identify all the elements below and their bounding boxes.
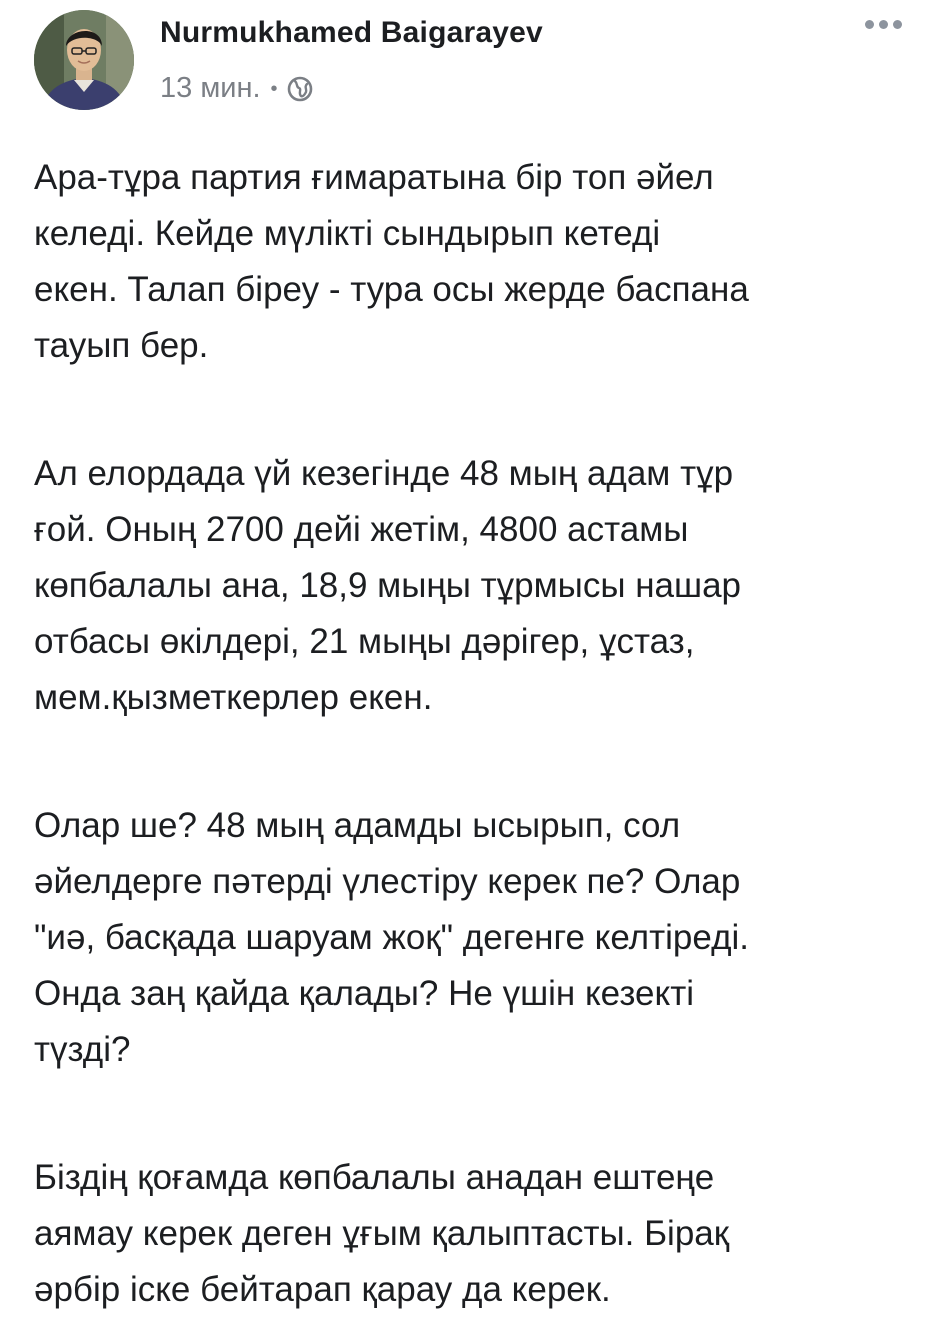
author-avatar[interactable] [34, 10, 134, 110]
post-timestamp[interactable]: 13 мин. [160, 72, 261, 104]
avatar-photo [34, 10, 134, 110]
more-options-icon[interactable] [863, 12, 904, 37]
post-paragraph-4: Біздің қоғамда көпбалалы анадан ештеңе аямау керек деген ұғым қалыптасты. Бірақ әрбір іске бейтарап қарау да керек. [34, 1158, 730, 1309]
post-paragraph-1: Ара-тұра партия ғимаратына бір топ әйел келеді. Кейде мүлікті сындырып кетеді екен. Талап біреу - тура осы жерде баспана тауып бер. [34, 158, 749, 365]
meta-separator: • [270, 77, 278, 100]
author-name[interactable]: Nurmukhamed Baigarayev [160, 16, 543, 49]
post-body [34, 150, 924, 1318]
post-paragraph-3: Олар ше? 48 мың адамды ысырып, сол әйелдерге пәтерді үлестіру керек пе? Олар "иә, басқада шаруам жоқ" дегенге келтіреді. Онда заң қайда қалады? Не үшін кезекті түзді? [34, 806, 749, 1069]
post-paragraph-2: Ал елордада үй кезегінде 48 мың адам тұр ғой. Оның 2700 дейі жетім, 4800 астамы көпбалалы ана, 18,9 мыңы тұрмысы нашар отбасы өкілдері, 21 мыңы дәрігер, ұстаз, мем.қызметкерлер екен. [34, 454, 742, 717]
globe-icon[interactable] [286, 75, 314, 103]
post-header [34, 8, 914, 118]
post-meta [160, 72, 314, 105]
